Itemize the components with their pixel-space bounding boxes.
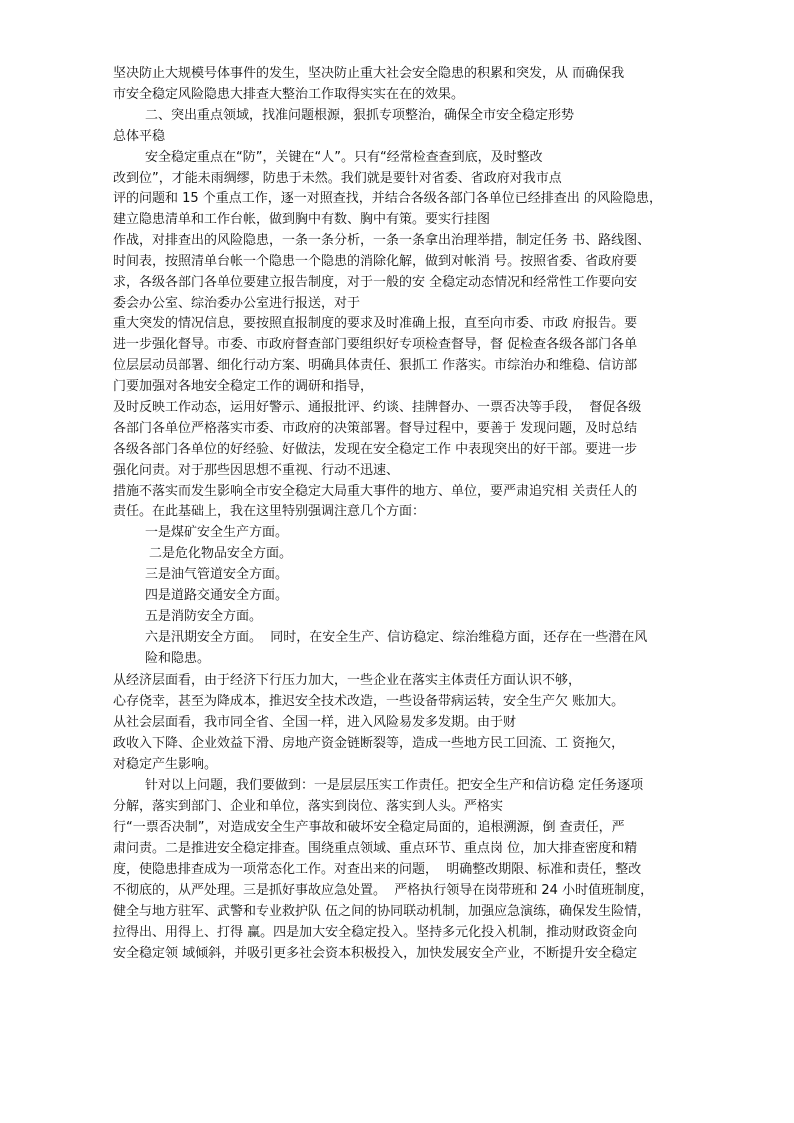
text-line: 安全稳定重点在“防”，关键在“人”。只有“经常检查查到底，及时整改 [145, 150, 543, 165]
text-line: 评的问题和 15 个重点工作，逐一对照查找，并结合各级各部门各单位已经排查出 的风险隐患， [113, 191, 662, 206]
text-line: 及时反映工作动态，运用好警示、通报批评、约谈、挂牌督办、一票否决等手段， 督促各级 [113, 400, 642, 415]
list-item: 二是危化物品安全方面。 [149, 546, 293, 561]
text-line: 各部门各单位严格落实市委、市政府的决策部署。督导过程中，要善于 发现问题，及时总结 [113, 421, 638, 436]
text-line: 拉得出、用得上、打得 赢。四是加大安全稳定投入。坚持多元化投入机制，推动财政资金向 [113, 925, 638, 940]
text-line: 门要加强对各地安全稳定工作的调研和指导， [113, 379, 374, 394]
text-line: 从社会层面看，我市同全省、全国一样，进入风险易发多发期。由于财 [113, 715, 517, 730]
text-line: 强化问责。对于那些因思想不重视、行动不迅速、 [113, 463, 400, 478]
list-item: 四是道路交通安全方面。 [145, 588, 289, 603]
text-line: 不彻底的，从严处理。三是抓好事故应急处置。 严格执行领导在岗带班和 24 小时值班制度， [113, 883, 654, 898]
text-line: 安全稳定领 域倾斜，并吸引更多社会资本积极投入，加快发展安全产业，不断提升安全稳定 [113, 946, 638, 961]
text-line: 改到位”，才能未雨绸缪，防患于未然。我们就是要针对省委、省政府对我市点 [113, 171, 562, 186]
text-line: 位层层动员部署、细化行动方案、明确具体责任、狠抓工 作落实。市综治办和维稳、信访部 [113, 358, 638, 373]
text-line: 分解，落实到部门、企业和单位，落实到岗位、落实到人头。严格实 [113, 799, 504, 814]
text-line: 重大突发的情况信息，要按照直报制度的要求及时准确上报，直至向市委、市政 府报告。要 [113, 316, 638, 331]
text-line: 委会办公室、综治委办公室进行报送，对于 [113, 296, 361, 311]
text-line: 健全与地方驻军、武警和专业救护队 伍之间的协同联动机制，加强应急演练，确保发生险情， [113, 904, 651, 919]
list-item: 一是煤矿安全生产方面。 [145, 525, 289, 540]
text-line: 肃问责。二是推进安全稳定排查。围绕重点领域、重点环节、重点岗 位，加大排查密度和精 [113, 841, 638, 856]
text-line: 建立隐患清单和工作台帐，做到胸中有数、胸中有策。要实行挂图 [113, 212, 491, 227]
text-line: 进一步强化督导。市委、市政府督查部门要组织好专项检查督导，督 促检查各级各部门各单 [113, 337, 638, 352]
text-line: 政收入下降、企业效益下滑、房地产资金链断裂等，造成一些地方民工回流、工 资拖欠， [113, 736, 625, 751]
text-line: 度，使隐患排查成为一项常态化工作。对查出来的问题， 明确整改期限、标准和责任，整改 [113, 862, 642, 877]
text-line: 心存侥幸，甚至为降成本，推迟安全技术改造，一些设备带病运转，安全生产欠 账加大。 [113, 694, 625, 709]
text-line: 求，各级各部门各单位要建立报告制度，对于一般的安 全稳定动态情况和经常性工作要向安 [113, 275, 638, 290]
list-item: 三是油气管道安全方面。 [145, 567, 289, 582]
text-line: 针对以上问题，我们要做到：一是层层压实工作责任。把安全生产和信访稳 定任务逐项 [145, 778, 644, 793]
text-line: 责任。在此基础上，我在这里特别强调注意几个方面： [113, 504, 426, 519]
text-line: 市安全稳定风险隐患大排查大整治工作取得实实在在的效果。 [113, 87, 465, 102]
section-heading: 总体平稳 [113, 129, 166, 144]
text-line: 险和隐患。 [145, 651, 211, 666]
section-heading: 二、突出重点领域，找准问题根源，狠抓专项整治，确保全市安全稳定形势 [145, 108, 575, 123]
text-line: 各级各部门各单位的好经验、好做法，发现在安全稳定工作 中表现突出的好干部。要进一步 [113, 442, 638, 457]
text-line: 坚决防止大规模号体事件的发生，坚决防止重大社会安全隐患的积累和突发，从 而确保我 [113, 66, 625, 81]
text-line: 行“一票否决制”，对造成安全生产事故和破坏安全稳定局面的，追根溯源，倒 查责任，严 [113, 820, 625, 835]
text-line: 作战，对排查出的风险隐患，一条一条分析，一条一条拿出治理举措，制定任务 书、路线图、 [113, 233, 651, 248]
list-item: 五是消防安全方面。 [145, 609, 263, 624]
list-item: 六是汛期安全方面。 同时，在安全生产、信访稳定、综治维稳方面，还存在一些潜在风 [145, 630, 648, 645]
text-line: 对稳定产生影响。 [113, 757, 218, 772]
text-line: 时间表，按照清单台帐一个隐患一个隐患的消除化解，做到对帐消 号。按照省委、省政府要 [113, 254, 638, 269]
text-line: 从经济层面看，由于经济下行压力加大，一些企业在落实主体责任方面认识不够， [113, 673, 582, 688]
text-line: 措施不落实而发生影响全市安全稳定大局重大事件的地方、单位，要严肃追究相 关责任人的 [113, 484, 638, 499]
